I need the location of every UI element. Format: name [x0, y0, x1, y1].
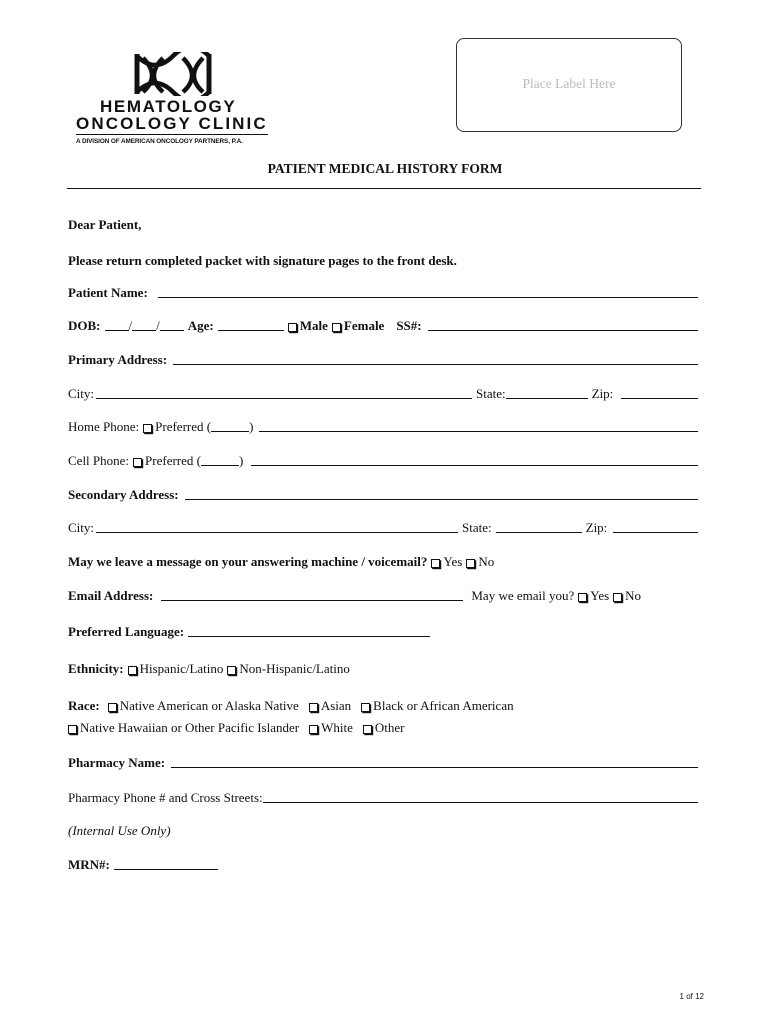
race-black-checkbox[interactable] — [361, 703, 370, 712]
email-row: Email Address: May we email you? Yes No — [68, 588, 642, 603]
home-preferred-time-field[interactable] — [211, 431, 249, 432]
state-field-secondary[interactable] — [496, 532, 582, 533]
label-placeholder: Place Label Here — [522, 76, 616, 91]
dob-month-field[interactable] — [105, 330, 129, 331]
cell-phone-row: Cell Phone: Preferred ( ) — [68, 451, 698, 469]
email-field[interactable] — [161, 600, 463, 601]
home-phone-field[interactable] — [259, 431, 698, 432]
state-field-primary[interactable] — [506, 398, 588, 399]
form-title: PATIENT MEDICAL HISTORY FORM — [267, 161, 503, 176]
city-field-primary[interactable] — [96, 398, 472, 399]
male-checkbox[interactable] — [288, 323, 297, 332]
instruction: Please return completed packet with signature pages to the front desk. — [68, 253, 457, 268]
pharmacy-name-field[interactable] — [171, 767, 698, 768]
primary-address-field[interactable] — [173, 364, 698, 365]
race-pacific-islander-checkbox[interactable] — [68, 725, 77, 734]
female-checkbox[interactable] — [332, 323, 341, 332]
city-field-secondary[interactable] — [96, 532, 458, 533]
patient-name-field[interactable] — [158, 297, 698, 298]
hispanic-checkbox[interactable] — [128, 666, 137, 675]
race-row-2: Native Hawaiian or Other Pacific Islander White Other — [68, 718, 698, 736]
language-field[interactable] — [188, 636, 430, 637]
ss-field[interactable] — [428, 330, 698, 331]
non-hispanic-checkbox[interactable] — [227, 666, 236, 675]
logo-tagline: A DIVISION OF AMERICAN ONCOLOGY PARTNERS, P.A. — [76, 138, 243, 145]
dna-helix-icon — [133, 52, 213, 96]
voicemail-yes-checkbox[interactable] — [431, 559, 440, 568]
label-box — [456, 38, 682, 132]
logo-divider — [76, 134, 268, 135]
greeting: Dear Patient, — [68, 217, 142, 232]
race-asian-checkbox[interactable] — [309, 703, 318, 712]
home-phone-row: Home Phone: Preferred ( ) — [68, 417, 698, 435]
pharmacy-name-row: Pharmacy Name: — [68, 753, 698, 771]
ethnicity-row: Ethnicity: Hispanic/Latino Non-Hispanic/Latino — [68, 661, 350, 676]
dob-row: DOB: / / Age: Male Female SS#: — [68, 316, 698, 334]
secondary-address-field[interactable] — [185, 499, 698, 500]
email-no-checkbox[interactable] — [613, 593, 622, 602]
pharmacy-phone-row: Pharmacy Phone # and Cross Streets: — [68, 788, 698, 806]
pharmacy-phone-field[interactable] — [263, 802, 698, 803]
cell-preferred-checkbox[interactable] — [133, 458, 142, 467]
race-native-american-checkbox[interactable] — [108, 703, 117, 712]
logo-line-2: ONCOLOGY CLINIC — [76, 114, 268, 133]
internal-use-label: (Internal Use Only) — [68, 823, 171, 838]
cell-preferred-time-field[interactable] — [201, 465, 239, 466]
cell-phone-field[interactable] — [251, 465, 698, 466]
mrn-row: MRN#: — [68, 855, 698, 873]
city-row-primary: City: State: Zip: — [68, 384, 698, 402]
title-divider — [67, 188, 701, 189]
voicemail-row: May we leave a message on your answering machine / voicemail? Yes No — [68, 554, 495, 569]
race-other-checkbox[interactable] — [363, 725, 372, 734]
race-white-checkbox[interactable] — [309, 725, 318, 734]
language-row: Preferred Language: — [68, 622, 698, 640]
secondary-address-row: Secondary Address: — [68, 485, 698, 503]
logo-line-1: HEMATOLOGY — [100, 97, 237, 116]
patient-name-row: Patient Name: — [68, 283, 698, 301]
mrn-field[interactable] — [114, 869, 218, 870]
zip-field-secondary[interactable] — [613, 532, 698, 533]
home-preferred-checkbox[interactable] — [143, 424, 152, 433]
race-row-1: Race: Native American or Alaska Native Asian Black or African American — [68, 698, 514, 713]
age-field[interactable] — [218, 330, 284, 331]
clinic-logo — [76, 52, 271, 145]
email-yes-checkbox[interactable] — [578, 593, 587, 602]
dob-year-field[interactable] — [160, 330, 184, 331]
dob-day-field[interactable] — [132, 330, 156, 331]
primary-address-row: Primary Address: — [68, 350, 698, 368]
voicemail-no-checkbox[interactable] — [466, 559, 475, 568]
zip-field-primary[interactable] — [621, 398, 698, 399]
page-number: 1 of 12 — [679, 992, 704, 1001]
city-row-secondary: City: State: Zip: — [68, 518, 698, 536]
